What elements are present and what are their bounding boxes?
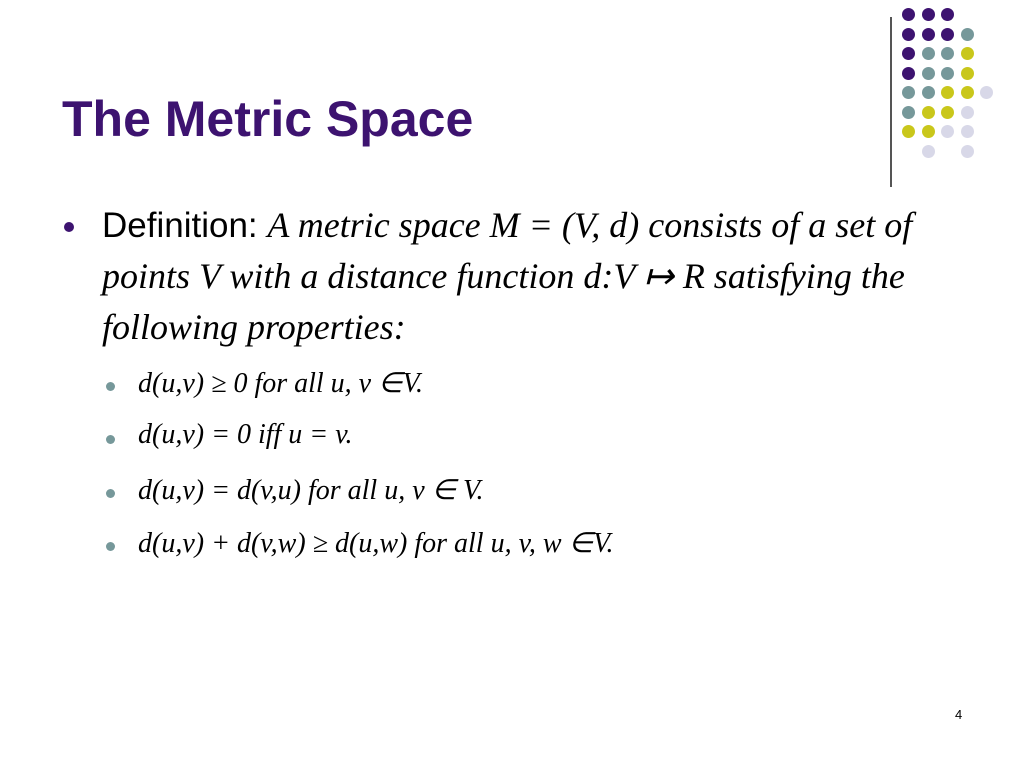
property-bullet bbox=[106, 489, 115, 498]
decorative-dot bbox=[922, 125, 935, 138]
definition-text: A metric space M = (V, d) consists of a set of points V with a distance function d:V ↦ R satisfying the following properties: bbox=[102, 205, 913, 347]
decorative-dot bbox=[961, 145, 974, 158]
page-number: 4 bbox=[955, 707, 963, 722]
decorative-dot bbox=[902, 67, 915, 80]
decorative-dot bbox=[961, 47, 974, 60]
property-triangle-inequality: d(u,v) + d(v,w) ≥ d(u,w) for all u, v, w ∈V. bbox=[138, 528, 614, 559]
definition-bullet bbox=[64, 222, 74, 232]
definition-paragraph bbox=[102, 200, 972, 353]
decorative-dot bbox=[941, 8, 954, 21]
decorative-dot bbox=[922, 106, 935, 119]
decorative-dot bbox=[980, 86, 993, 99]
decorative-dot bbox=[902, 106, 915, 119]
decorative-dot bbox=[922, 145, 935, 158]
title-divider-line bbox=[890, 17, 892, 187]
decorative-dot bbox=[961, 106, 974, 119]
decorative-dot bbox=[961, 86, 974, 99]
decorative-dot bbox=[941, 47, 954, 60]
decorative-dot bbox=[922, 8, 935, 21]
property-bullet bbox=[106, 542, 115, 551]
decorative-dot bbox=[922, 67, 935, 80]
decorative-dot bbox=[961, 28, 974, 41]
decorative-dot bbox=[902, 8, 915, 21]
decorative-dot bbox=[961, 125, 974, 138]
decorative-dot-grid bbox=[902, 8, 1012, 168]
decorative-dot bbox=[941, 125, 954, 138]
decorative-dot bbox=[961, 67, 974, 80]
decorative-dot bbox=[902, 47, 915, 60]
property-identity: d(u,v) = 0 iff u = v. bbox=[138, 419, 353, 450]
property-bullet bbox=[106, 382, 115, 391]
slide-title: The Metric Space bbox=[62, 91, 474, 147]
decorative-dot bbox=[941, 86, 954, 99]
decorative-dot bbox=[902, 28, 915, 41]
property-nonnegativity: d(u,v) ≥ 0 for all u, v ∈V. bbox=[138, 368, 423, 399]
decorative-dot bbox=[902, 125, 915, 138]
decorative-dot bbox=[922, 47, 935, 60]
decorative-dot bbox=[941, 67, 954, 80]
decorative-dot bbox=[922, 86, 935, 99]
property-bullet bbox=[106, 435, 115, 444]
decorative-dot bbox=[922, 28, 935, 41]
decorative-dot bbox=[941, 28, 954, 41]
definition-label: Definition: bbox=[102, 206, 258, 245]
decorative-dot bbox=[941, 106, 954, 119]
property-symmetry: d(u,v) = d(v,u) for all u, v ∈ V. bbox=[138, 475, 484, 506]
decorative-dot bbox=[902, 86, 915, 99]
